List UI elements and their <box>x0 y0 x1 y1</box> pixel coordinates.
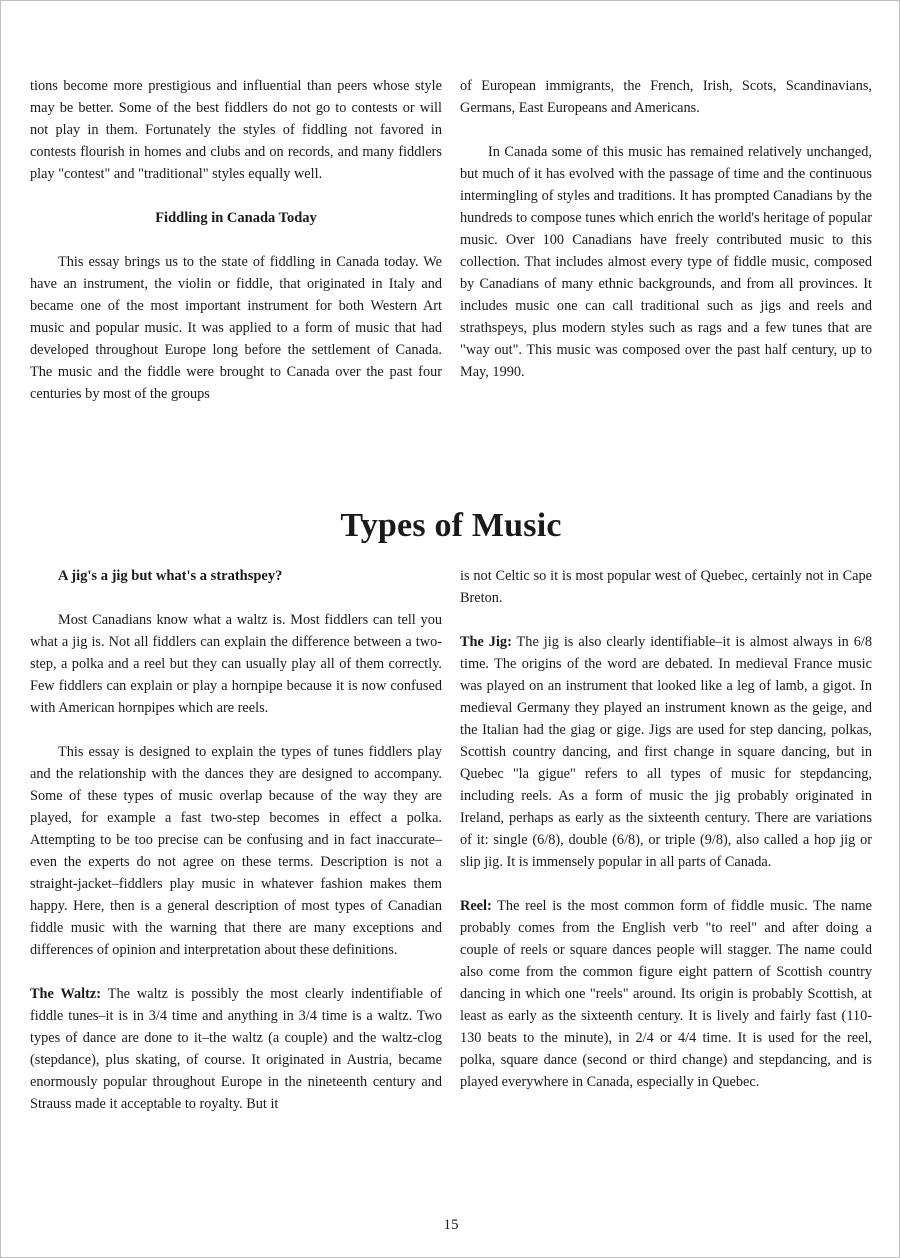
top-right-column <box>460 75 872 383</box>
paragraph-canada-music-evolved: In Canada some of this music has remained relatively unchanged, but much of it has evolved with the passage of time and the continuous intermingling of styles and traditions. It has prompted Canadians by the hundreds to compose tunes which enrich the world's heritage of popular music. Over 100 Canadians have freely contributed music to this collection. That includes almost every type of fiddle music, composed by Canadians of many ethnic backgrounds, and from all provinces. It includes music one can call traditional such as jigs and reels and strathspeys, plus modern styles such as rags and a few tunes that are "way out". This music was composed over the past half century, up to May, 1990. <box>460 144 872 380</box>
reel-description: The reel is the most common form of fiddle music. The name probably comes from the English verb "to reel" and after doing a couple of reels or square dances people will stagger. The name could also come from the common figure eight pattern of Scottish country dancing in which one "reels" around. Its origin is probably Scottish, at least as early as the sixteenth century. It is lively and fairly fast (110-130 beats to the minute), in 2/4 or 4/4 time. It is used for the reel, polka, square dance (second or third change) and stepdancing, and is played everywhere in Canada, especially in Quebec. <box>460 898 872 1090</box>
section-title: Types of Music <box>340 507 562 544</box>
paragraph-what-canadians-know: Most Canadians know what a waltz is. Most fiddlers can tell you what a jig is. Not all fiddlers can explain the difference between a two-step, a polka and a reel but they can usually play all of them correctly. Few fiddlers can explain or play a hornpipe because it is now confused with American hornpipes which are reels. <box>30 612 442 716</box>
paragraph-contest-styles: tions become more prestigious and influential than peers whose style may be better. Some of the best fiddlers do not go to contests or will not play in them. Fortunately the styles of fiddling not favored in contests flourish in homes and clubs and on records, and many fiddlers play "contest" and "traditional" styles equally well. <box>30 78 442 182</box>
paragraph-state-of-fiddling: This essay brings us to the state of fiddling in Canada today. We have an instrument, the violin or fiddle, that originated in Italy and became one of the most important instrument for both Western Art music and popular music. It was applied to a form of music that had developed throughout Europe long before the settlement of Canada. The music and the fiddle were brought to Canada over the past four centuries by most of the groups <box>30 254 442 402</box>
paragraph-essay-purpose: This essay is designed to explain the types of tunes fiddlers play and the relationship with the dances they are designed to accompany. Some of these types of music overlap because of the way they are played, for example a fast two-step becomes in effect a polka. Attempting to be too precise can be confusing and in fact inaccurate–even the experts do not agree on these terms. Description is not a straight-jacket–fiddlers play music in whatever fashion makes them happy. Here, then is a general description of most types of Canadian fiddle music with the warning that there are many exceptions and differences of opinion and interpretation about these definitions. <box>30 744 442 958</box>
waltz-description: The waltz is possibly the most clearly indentifiable of fiddle tunes–it is in 3/4 time and anything in 3/4 time is a waltz. Two types of dance are done to it–the waltz (a couple) and the waltz-clog (stepdance), plus skating, of course. It originated in Austria, became enormously popular throughout Europe in the nineteenth century and Strauss made it acceptable to royalty. But it <box>30 986 443 1112</box>
bottom-left-column <box>30 565 442 1115</box>
bottom-right-column <box>460 565 872 1093</box>
jig-description: The jig is also clearly identifiable–it is almost always in 6/8 time. The origins of the word are debated. In medieval France music was played on an instrument that looked like a leg of lamb, a gigot. In medieval Germany they played an instrument known as the geige, and the Italian had the giag or gige. Jigs are used for step dancing, polkas, Scottish country dancing, and first change in square dancing, but in Quebec "la gigue" refers to all types of music for stepdancing, including reels. As a form of music the jig probably originated in Ireland, perhaps as early as the sixteenth century. There are variations of it: single (6/8), double (6/8), or triple (9/8), also called a hop jig or slip jig. It is immensely popular in all parts of Canada. <box>460 634 873 870</box>
top-left-column <box>30 75 442 405</box>
paragraph-waltz <box>30 983 442 1115</box>
heading-fiddling-in-canada-today: Fiddling in Canada Today <box>155 210 317 226</box>
term-jig: The Jig: <box>460 634 512 650</box>
term-reel: Reel: <box>460 898 492 914</box>
heading-jig-strathspey: A jig's a jig but what's a strathspey? <box>58 568 283 584</box>
paragraph-european-immigrants: of European immigrants, the French, Irish, Scots, Scandinavians, Germans, East Europeans and Americans. <box>460 78 872 116</box>
paragraph-jig <box>460 631 872 873</box>
term-waltz: The Waltz: <box>30 986 102 1002</box>
page-number: 15 <box>443 1217 459 1233</box>
paragraph-reel <box>460 895 872 1093</box>
paragraph-waltz-continued: is not Celtic so it is most popular west of Quebec, certainly not in Cape Breton. <box>460 568 872 606</box>
